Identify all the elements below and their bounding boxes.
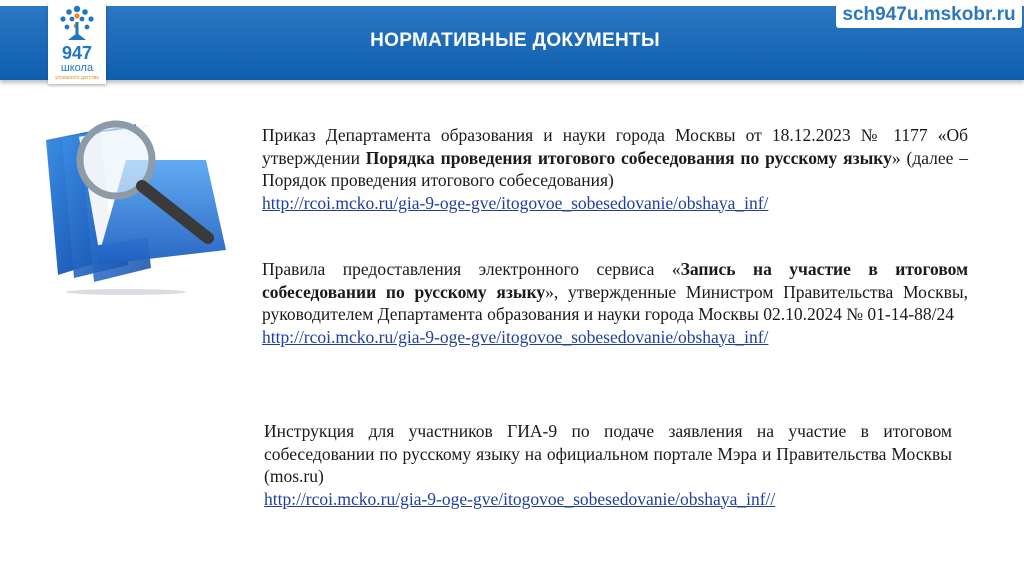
document-2-link[interactable]: http://rcoi.mcko.ru/gia-9-oge-gve/itogovoe_sobesedovanie/obshaya_inf/ <box>262 326 769 347</box>
document-2-text-end: », утвержденные Министром Правительства Москвы, руководителем Департамента образования и науки города Москвы 02.10.2024 № 01-14-88/24 <box>262 281 969 324</box>
tree-icon <box>48 0 106 46</box>
document-1-text: Приказ Департамента образования и науки города Москвы от 18.12.2023 № 1177 «Об утверждении <box>262 125 968 168</box>
document-1-text-end: » (далее – Порядок проведения итогового собеседования) <box>262 147 969 190</box>
document-3-text: Инструкция для участников ГИА-9 по подаче заявления на участие в итоговом собеседовании по русскому языку на официальном портале Мэра и Правительства Москвы (mos.ru) <box>264 421 952 486</box>
folder-magnifier-icon <box>36 100 236 300</box>
school-logo[interactable] <box>48 0 106 84</box>
logo-subtitle: успешного детства <box>55 75 99 81</box>
document-1-bold: Порядка проведения итогового собеседования по русскому языку <box>365 147 892 168</box>
document-2-text: Правила предоставления электронного сервиса « <box>262 259 681 279</box>
document-item-3 <box>264 420 952 510</box>
header <box>0 0 1024 90</box>
logo-number: 947 <box>61 43 93 63</box>
logo-word: школа <box>60 62 94 74</box>
document-item-1 <box>262 124 968 214</box>
site-address[interactable]: sch947u.mskobr.ru <box>836 2 1022 28</box>
document-item-2 <box>262 258 968 348</box>
page-title: НОРМАТИВНЫЕ ДОКУМЕНТЫ <box>370 30 660 51</box>
document-1-link[interactable]: http://rcoi.mcko.ru/gia-9-oge-gve/itogovoe_sobesedovanie/obshaya_inf/ <box>262 192 769 213</box>
document-3-link[interactable]: http://rcoi.mcko.ru/gia-9-oge-gve/itogovoe_sobesedovanie/obshaya_inf// <box>264 488 776 509</box>
document-2-bold: Запись на участие в итоговом собеседовании по русскому языку <box>262 259 968 302</box>
